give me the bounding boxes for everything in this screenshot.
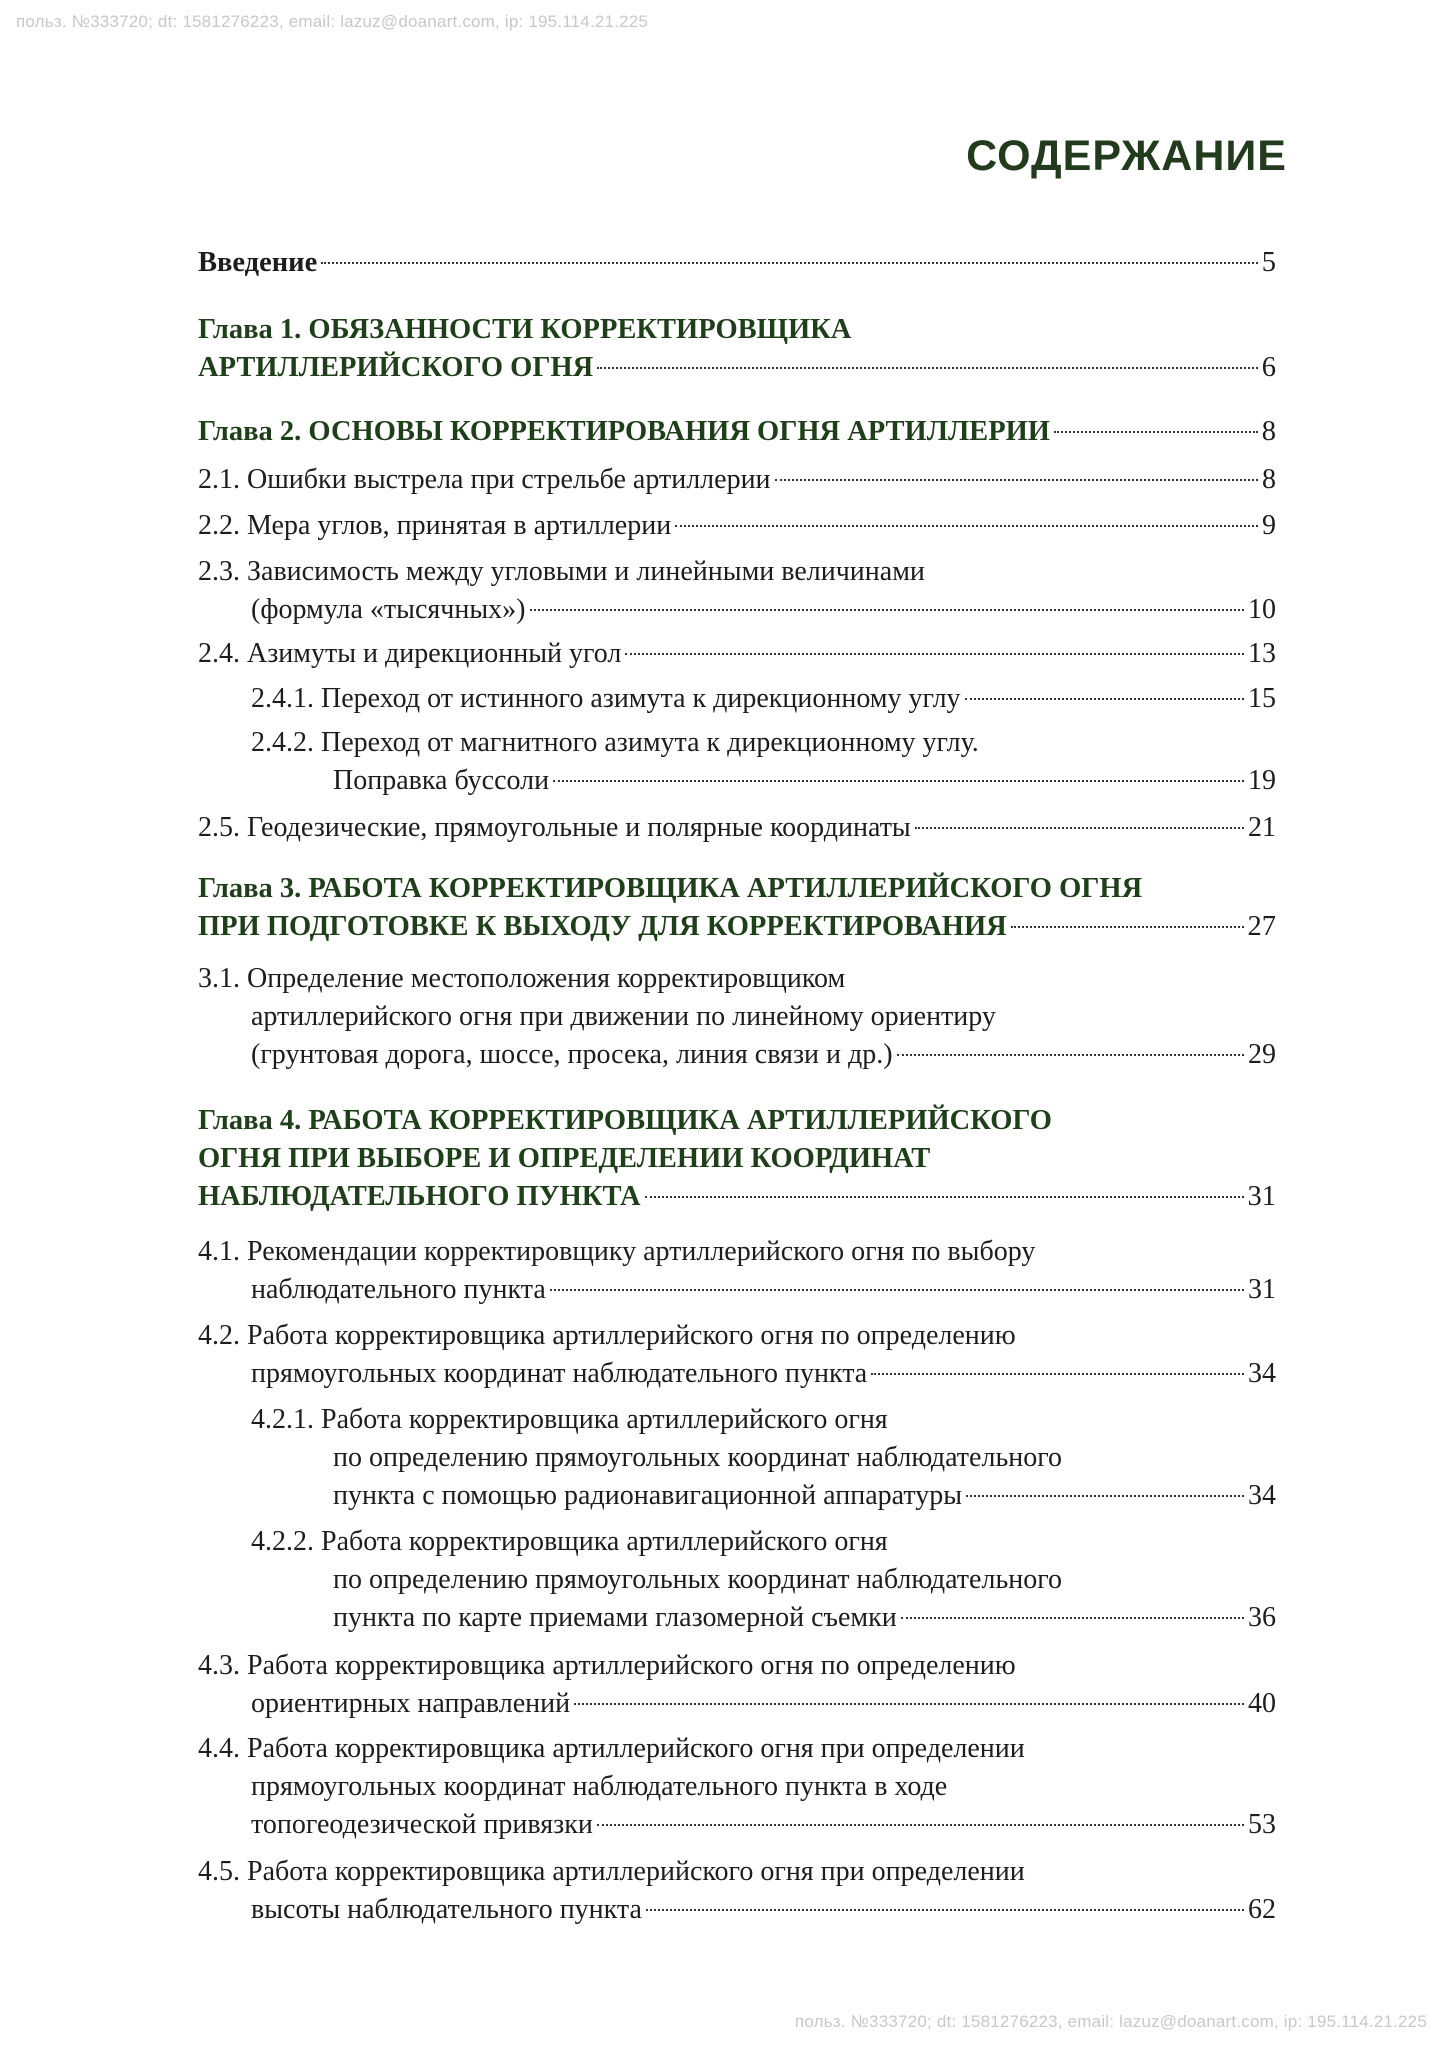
dot-leader [871,1373,1244,1375]
toc-page-number: 40 [1248,1688,1276,1719]
toc-entry-line: 4.3. Работа корректировщика артиллерийского огня по определению [198,1650,1016,1681]
toc-entry-line: 4.1. Рекомендации корректировщику артиллерийского огня по выбору [198,1236,1036,1267]
toc-entry-title: АРТИЛЛЕРИЙСКОГО ОГНЯ [198,352,594,383]
toc-page-number: 8 [1262,464,1276,495]
toc-chapter-entry[interactable] [198,413,1276,451]
toc-entry-line: 3.1. Определение местоположения корректировщиком [198,963,846,994]
toc-entry-final-line [198,762,1276,800]
toc-entry-title: (формула «тысячных») [251,594,526,625]
dot-leader [775,479,1258,481]
toc-page-number: 19 [1248,765,1276,796]
toc-entry-final-line [198,809,1276,847]
toc-page-number: 6 [1261,352,1276,383]
dot-leader [574,1703,1244,1705]
toc-page-number: 8 [1261,416,1276,447]
toc-section-entry[interactable] [198,960,1276,1074]
toc-section-entry[interactable] [198,1317,1276,1393]
toc-entry-line: ОГНЯ ПРИ ВЫБОРЕ И ОПРЕДЕЛЕНИИ КООРДИНАТ [198,1143,931,1174]
toc-page-number: 62 [1248,1894,1276,1925]
toc-entry-title: Глава 2. ОСНОВЫ КОРРЕКТИРОВАНИЯ ОГНЯ АРТИЛЛЕРИИ [198,416,1050,447]
toc-entry-line: по определению прямоугольных координат наблюдательного [333,1442,1062,1473]
toc-page-number: 31 [1247,1181,1276,1212]
toc-page-number: 53 [1248,1809,1276,1840]
toc-entry-title: (грунтовая дорога, шоссе, просека, линия связи и др.) [251,1039,893,1070]
toc-entry-title: высоты наблюдательного пункта [251,1894,642,1925]
dot-leader [966,1495,1244,1497]
toc-entry-final-line [198,349,1276,387]
toc-entry-line: 2.3. Зависимость между угловыми и линейными величинами [198,556,925,587]
toc-section-entry[interactable] [198,1647,1276,1723]
toc-chapter-entry[interactable] [198,870,1276,946]
dot-leader [597,1824,1244,1826]
toc-entry-final-line [198,507,1276,545]
toc-entry-title: Введение [198,247,318,278]
toc-section-entry[interactable] [198,1233,1276,1309]
toc-section-entry[interactable] [198,1523,1276,1637]
toc-page-number: 34 [1248,1358,1276,1389]
toc-entry-line: Глава 3. РАБОТА КОРРЕКТИРОВЩИКА АРТИЛЛЕРИЙСКОГО ОГНЯ [198,873,1143,904]
toc-entry-title: 2.1. Ошибки выстрела при стрельбе артиллерии [198,464,771,495]
toc-page-number: 15 [1248,683,1276,714]
dot-leader [675,525,1258,527]
dot-leader [321,262,1258,264]
toc-entry-final-line [198,1599,1276,1637]
watermark-top: польз. №333720; dt: 1581276223, email: lazuz@doanart.com, ip: 195.114.21.225 [16,12,649,31]
toc-entry-final-line [198,591,1276,629]
toc-chapter-entry[interactable] [198,311,1276,387]
toc-entry-final-line [198,1891,1276,1929]
toc-entry-line: 4.2.2. Работа корректировщика артиллерийского огня [251,1526,888,1557]
toc-entry-title: 2.2. Мера углов, принятая в артиллерии [198,510,672,541]
toc-entry-line: 4.2. Работа корректировщика артиллерийского огня по определению [198,1320,1016,1351]
toc-entry-final-line [198,1178,1276,1216]
page-title: СОДЕРЖАНИЕ [966,132,1287,180]
toc-entry-final-line [198,680,1276,718]
toc-entry-final-line [198,1271,1276,1309]
dot-leader [1054,431,1258,433]
dot-leader [965,698,1244,700]
toc-chapter-entry[interactable] [198,244,1276,282]
toc-entry-final-line [198,908,1276,946]
toc-section-entry[interactable] [198,553,1276,629]
toc-page-number: 9 [1262,510,1276,541]
toc-entry-title: ориентирных направлений [251,1688,571,1719]
toc-entry-final-line [198,1685,1276,1723]
toc-entry-title: 2.4. Азимуты и дирекционный угол [198,638,622,669]
dot-leader [646,1909,1244,1911]
toc-entry-title: пункта по карте приемами глазомерной съемки [333,1602,897,1633]
toc-entry-title: ПРИ ПОДГОТОВКЕ К ВЫХОДУ ДЛЯ КОРРЕКТИРОВАНИЯ [198,911,1007,942]
toc-entry-final-line [198,635,1276,673]
toc-entry-final-line [198,1355,1276,1393]
toc-entry-line: прямоугольных координат наблюдательного пункта в ходе [251,1771,948,1802]
toc-page-number: 29 [1248,1039,1276,1070]
toc-entry-title: пункта с помощью радионавигационной аппаратуры [333,1480,963,1511]
toc-chapter-entry[interactable] [198,1102,1276,1216]
dot-leader [597,367,1258,369]
dot-leader [1011,926,1244,928]
toc-entry-line: 2.4.2. Переход от магнитного азимута к дирекционному углу. [251,727,979,758]
dot-leader [901,1617,1244,1619]
toc-section-entry[interactable] [198,1401,1276,1515]
toc-section-entry[interactable] [198,507,1276,545]
toc-entry-final-line [198,413,1276,451]
toc-entry-final-line [198,1477,1276,1515]
dot-leader [530,609,1245,611]
toc-section-entry[interactable] [198,680,1276,718]
toc-entry-title: топогеодезической привязки [251,1809,593,1840]
toc-entry-title: 2.4.1. Переход от истинного азимута к дирекционному углу [251,683,961,714]
toc-entry-line: артиллерийского огня при движении по линейному ориентиру [251,1001,996,1032]
toc-page-number: 10 [1248,594,1276,625]
dot-leader [897,1054,1244,1056]
toc-entry-final-line [198,461,1276,499]
toc-section-entry[interactable] [198,809,1276,847]
toc-entry-final-line [198,1036,1276,1074]
toc-entry-line: 4.5. Работа корректировщика артиллерийского огня при определении [198,1856,1025,1887]
toc-section-entry[interactable] [198,1730,1276,1844]
toc-page-number: 31 [1248,1274,1276,1305]
toc-entry-line: 4.4. Работа корректировщика артиллерийского огня при определении [198,1733,1025,1764]
dot-leader [625,653,1244,655]
dot-leader [550,1289,1244,1291]
toc-page-number: 21 [1248,812,1276,843]
toc-entry-line: Глава 4. РАБОТА КОРРЕКТИРОВЩИКА АРТИЛЛЕРИЙСКОГО [198,1105,1052,1136]
toc-page-number: 36 [1248,1602,1276,1633]
toc-entry-title: наблюдательного пункта [251,1274,546,1305]
toc-entry-title: НАБЛЮДАТЕЛЬНОГО ПУНКТА [198,1181,641,1212]
dot-leader [553,780,1244,782]
toc-entry-final-line [198,1806,1276,1844]
toc-entry-title: прямоугольных координат наблюдательного пункта [251,1358,868,1389]
toc-entry-line: Глава 1. ОБЯЗАННОСТИ КОРРЕКТИРОВЩИКА [198,314,852,345]
toc-section-entry[interactable] [198,461,1276,499]
toc-page-number: 34 [1248,1480,1276,1511]
toc-page-number: 5 [1261,247,1276,278]
toc-entry-final-line [198,244,1276,282]
watermark-bottom: польз. №333720; dt: 1581276223, email: lazuz@doanart.com, ip: 195.114.21.225 [794,2012,1427,2031]
dot-leader [915,827,1244,829]
toc-entry-line: по определению прямоугольных координат наблюдательного [333,1564,1062,1595]
toc-page-number: 27 [1247,911,1276,942]
dot-leader [645,1196,1244,1198]
toc-section-entry[interactable] [198,1853,1276,1929]
toc-entry-title: 2.5. Геодезические, прямоугольные и полярные координаты [198,812,911,843]
toc-section-entry[interactable] [198,635,1276,673]
toc-entry-title: Поправка буссоли [333,765,550,796]
toc-page-number: 13 [1248,638,1276,669]
toc-section-entry[interactable] [198,724,1276,800]
toc-entry-line: 4.2.1. Работа корректировщика артиллерийского огня [251,1404,888,1435]
